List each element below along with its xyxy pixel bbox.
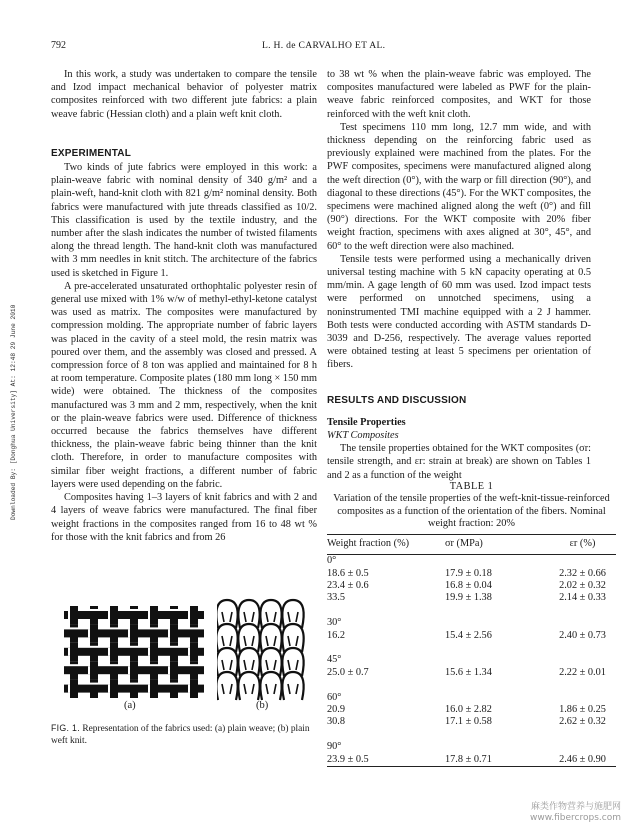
warp-strip: [130, 680, 138, 698]
tensile-table: [327, 535, 616, 766]
right-column: [327, 68, 591, 482]
running-title: L. H. de CARVALHO ET AL.: [262, 40, 386, 51]
warp-strip: [90, 643, 98, 661]
weave-gap: [68, 648, 70, 656]
weave-gap: [190, 664, 198, 666]
table-row: [327, 630, 616, 642]
table-cell-strength: 17.1 ± 0.58: [445, 716, 492, 728]
warp-strip: [190, 661, 198, 679]
knit-stitch: [288, 636, 298, 646]
weave-gap: [70, 627, 78, 629]
watermark-url: www.fibercrops.com: [530, 813, 621, 823]
knit-loop: [260, 672, 281, 700]
weave-gap: [148, 685, 150, 693]
knit-loop: [282, 672, 303, 700]
experimental-heading: EXPERIMENTAL: [51, 147, 131, 159]
knit-stitch: [288, 612, 298, 622]
weave-gap: [168, 666, 170, 674]
knit-stitch: [266, 636, 276, 646]
warp-strip: [170, 606, 178, 624]
table-row: [327, 592, 616, 604]
weave-gap: [150, 664, 158, 666]
knit-stitch: [244, 660, 254, 670]
table-spacer-row: [327, 642, 616, 654]
weave-gap: [88, 629, 90, 637]
weave-gap: [150, 627, 158, 629]
weave-gap: [170, 609, 178, 611]
table-cell-strength: 17.8 ± 0.71: [445, 753, 492, 765]
table-cell-strain: 2.32 ± 0.66: [559, 567, 606, 579]
knit-loop: [238, 672, 259, 700]
table-row: [327, 704, 616, 716]
table-caption: Variation of the tensile properties of the weft-knit-tissue-reinforced composites as a function of the orientation of the fibers. Nominal weight fraction: 20%: [333, 493, 610, 530]
page-number: 792: [51, 40, 66, 51]
table-angle-cell: 60°: [327, 691, 342, 703]
figure-label-a: (a): [124, 700, 136, 711]
knit-stitch: [222, 612, 232, 622]
table-angle-cell: 0°: [327, 555, 337, 567]
tensile-properties-heading: Tensile Properties: [327, 416, 406, 428]
table-cell-strength: 16.0 ± 2.82: [445, 703, 492, 715]
table-spacer-row: [327, 679, 616, 691]
weave-gap: [130, 646, 138, 648]
table-cell-weight: 23.9 ± 0.5: [327, 753, 369, 765]
warp-strip: [90, 624, 98, 642]
experimental-paragraph-1: Two kinds of jute fabrics were employed in this work: a plain-weave fabric with nominal density of 340 g/m² and a plain-weft, hand-knit cloth with 821 g/m² nominal density. Both fabrics were manufactured with jute threads classified as 10/2. This classification is used by the textile industry, and the number after the slash indicates the number of twisted filaments along the thread length. The hand-knit cloth was manufactured with 3 mm needles in knit stitch. The architecture of the fabrics used is sketched in Figure 1.: [51, 162, 317, 279]
table-cell-strain: 2.46 ± 0.90: [559, 753, 606, 765]
warp-strip: [170, 661, 178, 679]
table-cell-strain: 2.40 ± 0.73: [559, 629, 606, 641]
table-angle-row: [327, 741, 616, 753]
table-title: TABLE 1: [449, 481, 494, 492]
table-cell-weight: 20.9: [327, 703, 346, 715]
weave-gap: [170, 683, 178, 685]
table-cell-weight: 16.2: [327, 629, 346, 641]
table-1: [327, 481, 616, 767]
warp-strip: [170, 624, 178, 642]
weave-gap: [148, 611, 150, 619]
specimens-paragraph: Test specimens 110 mm long, 12.7 mm wide, and with thickness depending on the reinforcing fabric used as previously explained were machined from the plates. For the PWF composites, specimens were manufactured aligned along the weft direction (0°), with the warp or fill direction (90°), and diagonal to these directions (45°). For the WKT composites, the specimens were machined aligned along the weft (0°) and fill (90°) directions. For the WKT composite with 20% fiber weight fraction, specimens with axes aligned at 30°, 45°, and 60° to the weft direction were also machined.: [327, 121, 591, 252]
experimental-paragraph-3: Composites having 1–3 layers of knit fabrics and with 2 and 4 layers of weave fabrics were manufactured. The final fiber weight fractions in the composites ranged from 16 to 48 wt % for those with the knit fabrics and from 26: [51, 492, 317, 543]
table-row: [327, 568, 616, 580]
knit-loop: [217, 672, 238, 700]
weave-gap: [188, 648, 190, 656]
wkt-composites-heading: WKT Composites: [327, 430, 399, 442]
knit-stitch: [222, 684, 232, 694]
warp-strip: [130, 661, 138, 679]
table-cell-strain: 1.86 ± 0.25: [559, 703, 606, 715]
knit-stitch: [222, 636, 232, 646]
table-angle-cell: 30°: [327, 617, 342, 629]
figure-1: [51, 598, 317, 758]
weave-gap: [130, 683, 138, 685]
warp-strip: [110, 606, 118, 624]
experimental-paragraph-2: A pre-accelerated unsaturated orthophtalic polyester resin of general use mixed with 1% w/w of methyl-ethyl-ketone catalyst was used as matrix. The composites were manufactured by compression molding. The appropriate number of fabric layers was placed in the cavity of a steel mold, the resin matrix was poured over them, and the assembly was closed and pressed. A compression force of 8 ton was applied and maintained for 8 h at room temperature. Composite plates (180 mm long × 150 mm wide) were obtained. The thickness of the composites manufactured was 3 mm and 2 mm, respectively, when the knit or the plain-weave fabrics were used. Difference of thickness occurred because the fabrics themselves have different thickness, the plain-weave fabric being thinner than the knit cloth. Therefore, in order to manufacture composites with similar fiber weight fractions, a different number of fabric layers were used depending on the fabric.: [51, 280, 317, 490]
download-stamp: Downloaded By: [Donghua University] At: 12:48 29 June 2010: [10, 304, 17, 520]
warp-strip: [190, 680, 198, 698]
table-angle-row: [327, 617, 616, 629]
weft-knit-diagram: [217, 598, 309, 702]
warp-strip: [110, 661, 118, 679]
table-header-row: [327, 535, 616, 555]
warp-strip: [110, 624, 118, 642]
weave-gap: [108, 648, 110, 656]
weave-gap: [108, 611, 110, 619]
table-cell-strength: 15.4 ± 2.56: [445, 629, 492, 641]
table-cell-strain: 2.14 ± 0.33: [559, 592, 606, 604]
warp-strip: [90, 661, 98, 679]
warp-strip: [150, 643, 158, 661]
intro-paragraph: In this work, a study was undertaken to compare the tensile and Izod impact mechanical behavior of polyester matrix composites reinforced with two different jute fabrics: a plain weave fabric (Hessian cloth) and a plain weft knit cloth.: [51, 69, 317, 120]
continued-paragraph: to 38 wt % when the plain-weave fabric was employed. The composites manufactured were labeled as PWF for the plain-weave fabric reinforced composites, and WKT for those reinforced with the weft knit cloth.: [327, 69, 591, 120]
warp-strip: [90, 606, 98, 624]
warp-strip: [70, 606, 78, 624]
weave-gap: [70, 664, 78, 666]
warp-strip: [150, 661, 158, 679]
table-row: [327, 754, 616, 766]
weave-gap: [90, 646, 98, 648]
warp-strip: [130, 624, 138, 642]
weave-gap: [68, 611, 70, 619]
table-angle-row: [327, 692, 616, 704]
weave-gap: [90, 683, 98, 685]
weave-gap: [188, 611, 190, 619]
table-row: [327, 716, 616, 728]
table-cell-strength: 16.8 ± 0.04: [445, 579, 492, 591]
header-weight-fraction: Weight fraction (%): [327, 538, 410, 550]
table-cell-weight: 33.5: [327, 592, 346, 604]
warp-strip: [70, 643, 78, 661]
weave-gap: [130, 609, 138, 611]
weave-gap: [188, 685, 190, 693]
weave-gap: [190, 627, 198, 629]
figure-label-b: (b): [256, 700, 269, 711]
knit-stitch: [244, 612, 254, 622]
warp-strip: [150, 606, 158, 624]
weave-gap: [68, 685, 70, 693]
tests-paragraph: Tensile tests were performed using a mechanically driven universal testing machine with 5 kN capacity operating at 0.5 mm/min. A gage length of 60 mm was used. Izod impact tests were performed on unnotched specimens, using a noninstrumented TMI machine equipped with a 2 J hammer. Both tests were conducted according with ASTM standards D-3039 and D-256, respectively. The average values reported were obtained testing at least 5 specimens per orientation of fibers.: [327, 253, 591, 371]
weave-gap: [88, 666, 90, 674]
warp-strip: [70, 624, 78, 642]
weave-gap: [110, 627, 118, 629]
figure-caption-text: Representation of the fabrics used: (a) plain weave; (b) plain weft knit.: [51, 724, 310, 746]
warp-strip: [150, 624, 158, 642]
warp-strip: [110, 680, 118, 698]
watermark: [530, 802, 621, 824]
table-cell-weight: 23.4 ± 0.6: [327, 579, 369, 591]
knit-stitch: [288, 684, 298, 694]
table-row: [327, 580, 616, 592]
knit-stitch: [222, 660, 232, 670]
warp-strip: [150, 680, 158, 698]
knit-stitch: [288, 660, 298, 670]
warp-strip: [190, 624, 198, 642]
weave-gap: [128, 666, 130, 674]
table-angle-cell: 90°: [327, 741, 342, 753]
tensile-results-paragraph: The tensile properties obtained for the WKT composites (σr: tensile strength, and εr: strain at break) are shown on Tables 1 and 2 as a function of the weight: [327, 443, 591, 481]
weave-gap: [170, 646, 178, 648]
table-cell-strain: 2.02 ± 0.32: [559, 579, 606, 591]
warp-strip: [130, 643, 138, 661]
knit-stitch: [244, 684, 254, 694]
table-angle-row: [327, 654, 616, 666]
results-heading: RESULTS AND DISCUSSION: [327, 394, 467, 406]
table-row: [327, 667, 616, 679]
warp-strip: [130, 606, 138, 624]
table-cell-strength: 15.6 ± 1.34: [445, 666, 492, 678]
left-column: [51, 68, 317, 544]
warp-strip: [170, 643, 178, 661]
knit-stitch: [266, 684, 276, 694]
header-strain: εr (%): [569, 538, 596, 550]
knit-stitch: [244, 636, 254, 646]
table-angle-row: [327, 555, 616, 568]
weave-gap: [128, 629, 130, 637]
watermark-cn: 麻类作物营养与施肥网: [530, 802, 621, 812]
weave-gap: [110, 664, 118, 666]
warp-strip: [70, 661, 78, 679]
table-spacer-row: [327, 729, 616, 741]
figure-caption-label: FIG. 1.: [51, 723, 80, 733]
weave-gap: [90, 609, 98, 611]
table-angle-cell: 45°: [327, 654, 342, 666]
table-cell-strain: 2.22 ± 0.01: [559, 666, 606, 678]
weave-gap: [148, 648, 150, 656]
warp-strip: [90, 680, 98, 698]
table-cell-weight: 30.8: [327, 716, 346, 728]
table-cell-strength: 17.9 ± 0.18: [445, 567, 492, 579]
warp-strip: [110, 643, 118, 661]
table-spacer-row: [327, 605, 616, 617]
knit-stitch: [266, 660, 276, 670]
table-cell-strength: 19.9 ± 1.38: [445, 592, 492, 604]
figure-caption: [51, 722, 317, 747]
knit-stitch: [266, 612, 276, 622]
warp-strip: [70, 680, 78, 698]
warp-strip: [170, 680, 178, 698]
table-cell-weight: 25.0 ± 0.7: [327, 666, 369, 678]
warp-strip: [190, 606, 198, 624]
header-tensile-strength: σr (MPa): [445, 538, 483, 550]
plain-weave-diagram: [64, 606, 204, 698]
weave-gap: [108, 685, 110, 693]
weave-gap: [168, 629, 170, 637]
warp-strip: [190, 643, 198, 661]
table-cell-weight: 18.6 ± 0.5: [327, 567, 369, 579]
table-cell-strain: 2.62 ± 0.32: [559, 716, 606, 728]
